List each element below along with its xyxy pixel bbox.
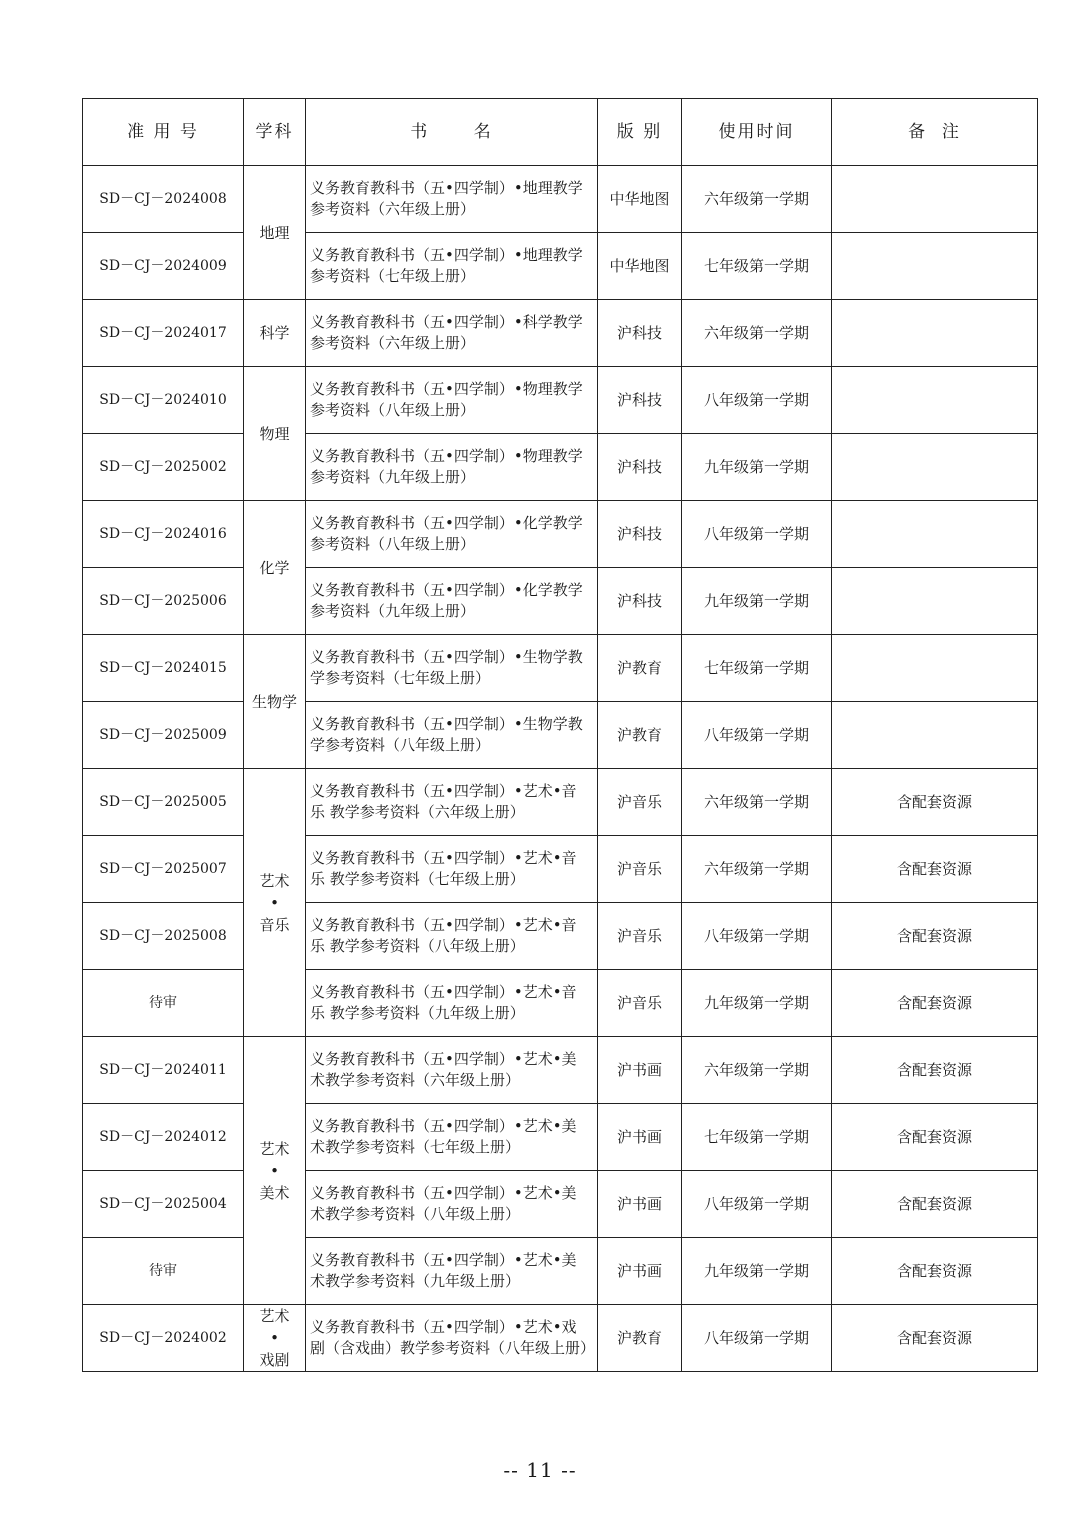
time-cell: 八年级第一学期: [682, 903, 832, 970]
note-cell: 含配套资源: [832, 903, 1038, 970]
title-cell: 义务教育教科书（五•四学制）•艺术•音乐 教学参考资料（九年级上册）: [306, 970, 598, 1037]
note-cell: 含配套资源: [832, 1305, 1038, 1372]
code-cell: SD－CJ－2024010: [83, 367, 244, 434]
page-number: -- 11 --: [503, 1458, 577, 1482]
publisher-cell: 沪书画: [598, 1104, 682, 1171]
subject-cell: [244, 1037, 306, 1305]
code-cell: SD－CJ－2025005: [83, 769, 244, 836]
title-cell: 义务教育教科书（五•四学制）•科学教学参考资料（六年级上册）: [306, 300, 598, 367]
code-cell: SD－CJ－2024015: [83, 635, 244, 702]
note-cell: 含配套资源: [832, 1171, 1038, 1238]
title-cell: 义务教育教科书（五•四学制）•艺术•美术教学参考资料（八年级上册）: [306, 1171, 598, 1238]
code-cell: SD－CJ－2025009: [83, 702, 244, 769]
table-row: [83, 1037, 1038, 1104]
code-cell: SD－CJ－2024012: [83, 1104, 244, 1171]
textbook-table: [82, 98, 1038, 1372]
title-cell: 义务教育教科书（五•四学制）•生物学教学参考资料（七年级上册）: [306, 635, 598, 702]
publisher-cell: 沪科技: [598, 367, 682, 434]
publisher-cell: 沪音乐: [598, 903, 682, 970]
publisher-cell: 沪科技: [598, 300, 682, 367]
code-cell: SD－CJ－2025007: [83, 836, 244, 903]
time-cell: 六年级第一学期: [682, 166, 832, 233]
subject-line: 科学: [259, 324, 290, 342]
publisher-cell: 沪科技: [598, 434, 682, 501]
publisher-cell: 沪音乐: [598, 769, 682, 836]
table-row: [83, 1104, 1038, 1171]
note-cell: [832, 501, 1038, 568]
code-cell: SD－CJ－2025002: [83, 434, 244, 501]
table-row: [83, 1305, 1038, 1372]
publisher-cell: 沪书画: [598, 1171, 682, 1238]
title-cell: 义务教育教科书（五•四学制）•化学教学参考资料（八年级上册）: [306, 501, 598, 568]
note-cell: 含配套资源: [832, 769, 1038, 836]
code-cell: SD－CJ－2024011: [83, 1037, 244, 1104]
table-row: [83, 635, 1038, 702]
time-cell: 七年级第一学期: [682, 635, 832, 702]
subject-line: 艺术: [259, 1139, 290, 1158]
subject-line: 艺术: [259, 1307, 290, 1325]
code-cell: SD－CJ－2024009: [83, 233, 244, 300]
time-cell: 九年级第一学期: [682, 970, 832, 1037]
title-cell: 义务教育教科书（五•四学制）•物理教学参考资料（八年级上册）: [306, 367, 598, 434]
time-cell: 八年级第一学期: [682, 367, 832, 434]
time-cell: 八年级第一学期: [682, 1305, 832, 1372]
table-row: [83, 501, 1038, 568]
title-cell: 义务教育教科书（五•四学制）•艺术•戏剧（含戏曲）教学参考资料（八年级上册）: [306, 1305, 598, 1372]
title-cell: 义务教育教科书（五•四学制）•地理教学参考资料（六年级上册）: [306, 166, 598, 233]
header-publisher: 版 别: [598, 99, 682, 166]
note-cell: [832, 635, 1038, 702]
note-cell: [832, 166, 1038, 233]
title-cell: 义务教育教科书（五•四学制）•物理教学参考资料（九年级上册）: [306, 434, 598, 501]
subject-cell: [244, 635, 306, 769]
code-cell: SD－CJ－2025004: [83, 1171, 244, 1238]
time-cell: 七年级第一学期: [682, 1104, 832, 1171]
subject-line: 艺术: [259, 871, 290, 890]
table-row: [83, 166, 1038, 233]
header-time: 使用时间: [682, 99, 832, 166]
publisher-cell: 沪教育: [598, 1305, 682, 1372]
code-cell: SD－CJ－2024016: [83, 501, 244, 568]
time-cell: 六年级第一学期: [682, 769, 832, 836]
subject-line: •: [270, 893, 279, 912]
subject-cell: [244, 769, 306, 1037]
note-cell: 含配套资源: [832, 1238, 1038, 1305]
time-cell: 九年级第一学期: [682, 434, 832, 501]
subject-line: 戏剧: [259, 1351, 290, 1369]
header-title: 书 名: [306, 99, 598, 166]
subject-cell: [244, 300, 306, 367]
title-cell: 义务教育教科书（五•四学制）•艺术•音乐 教学参考资料（八年级上册）: [306, 903, 598, 970]
time-cell: 六年级第一学期: [682, 300, 832, 367]
title-cell: 义务教育教科书（五•四学制）•艺术•音乐 教学参考资料（七年级上册）: [306, 836, 598, 903]
subject-line: 化学: [259, 558, 290, 577]
subject-cell: [244, 166, 306, 300]
note-cell: 含配套资源: [832, 1037, 1038, 1104]
title-cell: 义务教育教科书（五•四学制）•艺术•美术教学参考资料（七年级上册）: [306, 1104, 598, 1171]
table-row: [83, 1238, 1038, 1305]
time-cell: 九年级第一学期: [682, 568, 832, 635]
publisher-cell: 沪书画: [598, 1037, 682, 1104]
header-subject: 学科: [244, 99, 306, 166]
title-cell: 义务教育教科书（五•四学制）•化学教学参考资料（九年级上册）: [306, 568, 598, 635]
publisher-cell: 沪科技: [598, 568, 682, 635]
subject-line: 美术: [259, 1183, 290, 1202]
note-cell: [832, 702, 1038, 769]
table-row: [83, 1171, 1038, 1238]
table-row: [83, 903, 1038, 970]
header-note: 备 注: [832, 99, 1038, 166]
note-cell: 含配套资源: [832, 1104, 1038, 1171]
note-cell: [832, 300, 1038, 367]
note-cell: [832, 233, 1038, 300]
table-row: [83, 769, 1038, 836]
table-row: [83, 836, 1038, 903]
table-row: [83, 300, 1038, 367]
table-row: [83, 367, 1038, 434]
table-row: [83, 702, 1038, 769]
publisher-cell: 沪音乐: [598, 836, 682, 903]
note-cell: 含配套资源: [832, 970, 1038, 1037]
title-cell: 义务教育教科书（五•四学制）•生物学教学参考资料（八年级上册）: [306, 702, 598, 769]
code-cell: 待审: [83, 970, 244, 1037]
code-cell: SD－CJ－2025008: [83, 903, 244, 970]
table-row: [83, 970, 1038, 1037]
publisher-cell: 沪科技: [598, 501, 682, 568]
title-cell: 义务教育教科书（五•四学制）•地理教学参考资料（七年级上册）: [306, 233, 598, 300]
note-cell: 含配套资源: [832, 836, 1038, 903]
publisher-cell: 沪教育: [598, 702, 682, 769]
publisher-cell: 中华地图: [598, 233, 682, 300]
subject-cell: [244, 1305, 306, 1372]
subject-line: 物理: [259, 424, 290, 443]
publisher-cell: 沪教育: [598, 635, 682, 702]
subject-cell: [244, 367, 306, 501]
subject-line: 地理: [259, 223, 290, 242]
note-cell: [832, 434, 1038, 501]
table-row: [83, 233, 1038, 300]
publisher-cell: 沪音乐: [598, 970, 682, 1037]
title-cell: 义务教育教科书（五•四学制）•艺术•音乐 教学参考资料（六年级上册）: [306, 769, 598, 836]
time-cell: 七年级第一学期: [682, 233, 832, 300]
time-cell: 八年级第一学期: [682, 501, 832, 568]
table-header-row: [83, 99, 1038, 166]
subject-line: 生物学: [251, 692, 297, 711]
publisher-cell: 中华地图: [598, 166, 682, 233]
publisher-cell: 沪书画: [598, 1238, 682, 1305]
subject-cell: [244, 501, 306, 635]
table-row: [83, 434, 1038, 501]
code-cell: SD－CJ－2024017: [83, 300, 244, 367]
code-cell: SD－CJ－2024002: [83, 1305, 244, 1372]
table-row: [83, 568, 1038, 635]
subject-line: 音乐: [259, 915, 290, 934]
subject-line: •: [270, 1329, 279, 1347]
title-cell: 义务教育教科书（五•四学制）•艺术•美术教学参考资料（九年级上册）: [306, 1238, 598, 1305]
code-cell: SD－CJ－2024008: [83, 166, 244, 233]
title-cell: 义务教育教科书（五•四学制）•艺术•美术教学参考资料（六年级上册）: [306, 1037, 598, 1104]
header-code: 准 用 号: [83, 99, 244, 166]
time-cell: 八年级第一学期: [682, 1171, 832, 1238]
time-cell: 八年级第一学期: [682, 702, 832, 769]
code-cell: SD－CJ－2025006: [83, 568, 244, 635]
code-cell: 待审: [83, 1238, 244, 1305]
table-body: [83, 166, 1038, 1372]
time-cell: 九年级第一学期: [682, 1238, 832, 1305]
subject-line: •: [270, 1161, 279, 1180]
note-cell: [832, 568, 1038, 635]
time-cell: 六年级第一学期: [682, 1037, 832, 1104]
time-cell: 六年级第一学期: [682, 836, 832, 903]
note-cell: [832, 367, 1038, 434]
